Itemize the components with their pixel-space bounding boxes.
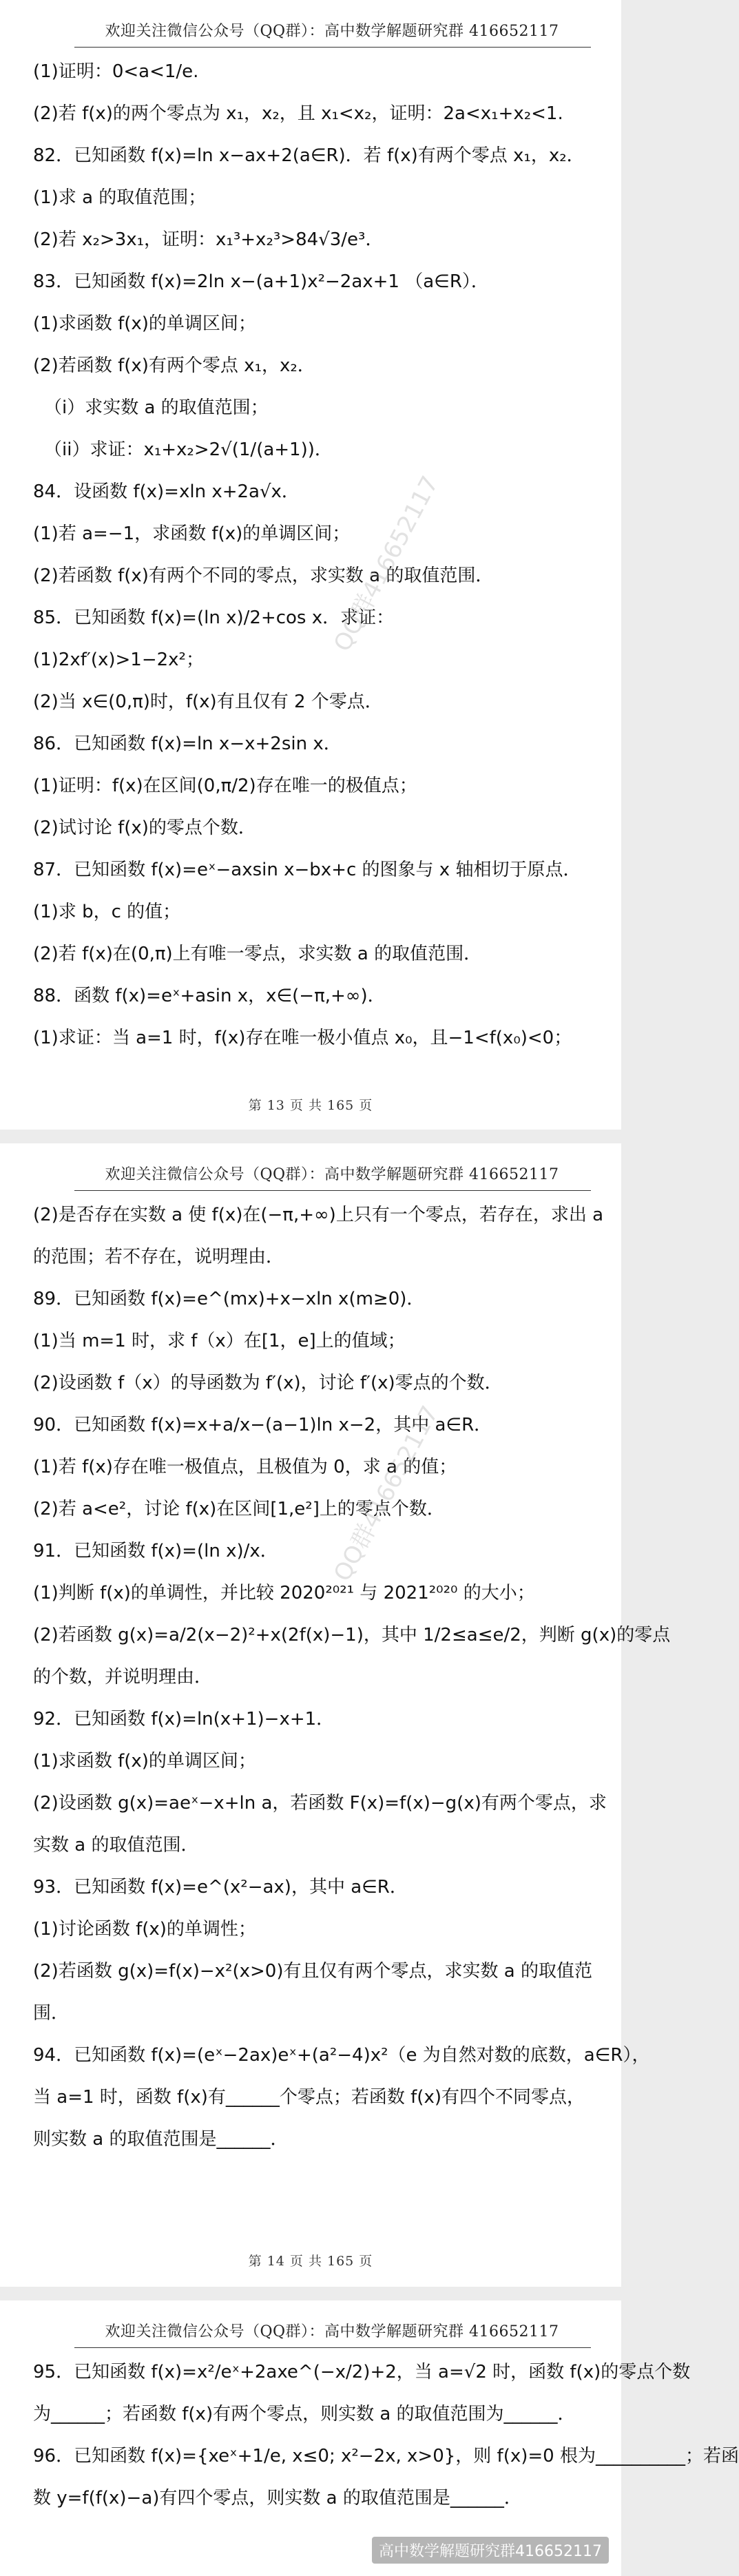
header-rule	[74, 2347, 591, 2348]
text-line: （i）求实数 a 的取值范围；	[44, 397, 269, 418]
text-line: (1)2xf′(x)>1−2x²；	[33, 650, 204, 670]
text-line: (2)若函数 g(x)=f(x)−x²(x>0)有且仅有两个零点，求实数 a 的取值范	[33, 1961, 592, 1982]
text-line: (2)试讨论 f(x)的零点个数．	[33, 818, 256, 838]
problem-94: 94．已知函数 f(x)=(eˣ−2ax)eˣ+(a²−4)x²（e 为自然对数的底数，a∈R），	[33, 2045, 650, 2066]
problem-92: 92．已知函数 f(x)=ln(x+1)−x+1．	[33, 1709, 335, 1730]
text-line: (1)证明：0<a<1/e.	[33, 61, 199, 82]
text-line: 则实数 a 的取值范围是______．	[33, 2129, 289, 2150]
text-line: (2)设函数 g(x)=aeˣ−x+ln a，若函数 F(x)=f(x)−g(x)有两个零点，求	[33, 1793, 607, 1814]
page-15	[0, 2300, 739, 2576]
text-line: (2)若函数 f(x)有两个零点 x₁，x₂．	[33, 355, 315, 376]
text-line: (1)讨论函数 f(x)的单调性；	[33, 1919, 256, 1940]
page-content	[33, 56, 592, 1065]
text-line: 的个数，并说明理由．	[33, 1667, 213, 1687]
text-line: (1)求 a 的取值范围；	[33, 187, 207, 208]
text-line: (2)当 x∈(0,π)时，f(x)有且仅有 2 个零点．	[33, 692, 383, 712]
text-line: (1)判断 f(x)的单调性，并比较 2020²⁰²¹ 与 2021²⁰²⁰ 的大小；	[33, 1583, 535, 1603]
problem-83: 83．已知函数 f(x)=2ln x−(a+1)x²−2ax+1 （a∈R）．	[33, 271, 489, 292]
watermark: QQ群416652117	[329, 471, 444, 656]
text-line: (2)设函数 f（x）的导函数为 f′(x)，讨论 f′(x)零点的个数．	[33, 1373, 503, 1393]
text-line: (1)若 a=−1，求函数 f(x)的单调区间；	[33, 523, 351, 544]
text-line: 围．	[33, 2003, 70, 2024]
text-line: (1)求函数 f(x)的单调区间；	[33, 313, 256, 334]
text-line: （ii）求证：x₁+x₂>2√(1/(a+1))．	[44, 439, 333, 460]
text-line: 实数 a 的取值范围．	[33, 1835, 199, 1856]
page-footer: 第 13 页 共 165 页	[248, 1098, 373, 1113]
text-line: (2)若函数 f(x)有两个不同的零点，求实数 a 的取值范围．	[33, 565, 494, 586]
text-line: (2)若 f(x)在(0,π)上有唯一零点，求实数 a 的取值范围．	[33, 944, 482, 964]
text-line: (1)求函数 f(x)的单调区间；	[33, 1751, 256, 1772]
text-line: (1)若 f(x)存在唯一极值点，且极值为 0，求 a 的值；	[33, 1457, 457, 1477]
header-rule	[74, 1190, 591, 1191]
text-line: (1)证明：f(x)在区间(0,π/2)存在唯一的极值点；	[33, 776, 417, 796]
text-line: (1)当 m=1 时，求 f（x）在[1，e]上的值域；	[33, 1331, 406, 1351]
text-line: 当 a=1 时，函数 f(x)有______个零点；若函数 f(x)有四个不同零点，	[33, 2087, 585, 2108]
wechat-watermark-tag: 高中数学解题研究群416652117	[372, 2537, 609, 2564]
page-content	[33, 1200, 671, 2166]
problem-89: 89．已知函数 f(x)=e^(mx)+x−xln x(m≥0)．	[33, 1289, 425, 1309]
problem-91: 91．已知函数 f(x)=(ln x)/x．	[33, 1541, 278, 1561]
page-header: 欢迎关注微信公众号（QQ群）：高中数学解题研究群 416652117	[105, 2323, 559, 2340]
problem-96: 96．已知函数 f(x)={xeˣ+1/e, x≤0; x²−2x, x>0}，则 f(x)=0 根为__________；若函	[33, 2446, 739, 2466]
problem-93: 93．已知函数 f(x)=e^(x²−ax)，其中 a∈R．	[33, 1877, 408, 1898]
text-line: (1)求证：当 a=1 时，f(x)存在唯一极小值点 x₀，且−1<f(x₀)<0；	[33, 1028, 572, 1048]
problem-82: 82．已知函数 f(x)=ln x−ax+2(a∈R)．若 f(x)有两个零点 x₁，x₂．	[33, 145, 585, 166]
page-13	[0, 0, 621, 1130]
problem-84: 84．设函数 f(x)=xln x+2a√x．	[33, 481, 300, 502]
text-line: 为______；若函数 f(x)有两个零点，则实数 a 的取值范围为______．	[33, 2404, 576, 2424]
problem-95: 95．已知函数 f(x)=x²/eˣ+2axe^(−x/2)+2，当 a=√2 时，函数 f(x)的零点个数	[33, 2362, 691, 2382]
problem-87: 87．已知函数 f(x)=eˣ−axsin x−bx+c 的图象与 x 轴相切于原点．	[33, 860, 581, 880]
text-line: (2)是否存在实数 a 使 f(x)在(−π,+∞)上只有一个零点，若存在，求出 a	[33, 1205, 604, 1225]
page-header: 欢迎关注微信公众号（QQ群）：高中数学解题研究群 416652117	[105, 1166, 559, 1183]
text-line: (2)若 f(x)的两个零点为 x₁，x₂，且 x₁<x₂，证明：2a<x₁+x₂<1.	[33, 103, 563, 124]
text-line: (2)若 a<e²，讨论 f(x)在区间[1,e²]上的零点个数．	[33, 1499, 445, 1519]
page-footer: 第 14 页 共 165 页	[248, 2254, 373, 2269]
problem-85: 85．已知函数 f(x)=(ln x)/2+cos x．求证：	[33, 607, 395, 628]
text-line: (2)若函数 g(x)=a/2(x−2)²+x(2f(x)−1)，其中 1/2≤a≤e/2，判断 g(x)的零点	[33, 1625, 671, 1645]
page-content	[33, 2357, 739, 2525]
text-line: (1)求 b，c 的值；	[33, 902, 181, 922]
problem-90: 90．已知函数 f(x)=x+a/x−(a−1)ln x−2，其中 a∈R．	[33, 1415, 492, 1435]
text-line: 的范围；若不存在，说明理由．	[33, 1247, 284, 1267]
problem-88: 88．函数 f(x)=eˣ+asin x，x∈(−π,+∞)．	[33, 986, 386, 1006]
watermark: QQ群416652117	[329, 1401, 444, 1586]
page-14	[0, 1143, 671, 2287]
page-header: 欢迎关注微信公众号（QQ群）：高中数学解题研究群 416652117	[105, 23, 559, 40]
text-line: 数 y=f(f(x)−a)有四个零点，则实数 a 的取值范围是______．	[33, 2488, 522, 2509]
text-line: (2)若 x₂>3x₁，证明：x₁³+x₂³>84√3/e³．	[33, 229, 384, 250]
header-rule	[74, 47, 591, 48]
problem-86: 86．已知函数 f(x)=ln x−x+2sin x．	[33, 734, 342, 754]
